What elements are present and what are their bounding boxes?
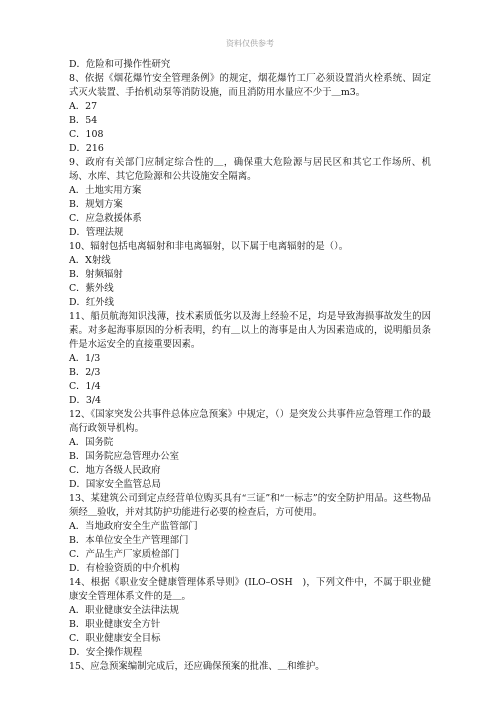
option-c: C．108: [69, 129, 104, 140]
option-b: B．2/3: [69, 367, 101, 378]
option-a: A．X射线: [69, 255, 111, 266]
option-a: A．27: [69, 101, 98, 112]
option-a: A．土地实用方案: [69, 185, 142, 196]
option-c: C．紫外线: [69, 283, 114, 294]
option-d: D．安全操作规程: [69, 647, 143, 658]
question-15: [69, 660, 431, 674]
question-stem: 11、船员航海知识浅薄，技术素质低劣以及海上经验不足，均是导致海损事故发生的因素。对多起海事原因的分析表明，约有＿以上的海事是由人为因素造成的，说明船员条件是水运安全的直接重要因素。: [69, 311, 431, 350]
option-c: C．1/4: [69, 381, 101, 392]
option-c: C．地方各级人民政府: [69, 465, 161, 476]
option-b: B．职业健康安全方针: [69, 619, 161, 630]
option-c: C．应急救援体系: [69, 213, 142, 224]
option-d: D．216: [69, 143, 104, 154]
question-list: [69, 58, 431, 674]
option-d: D．国家安全监管总局: [69, 479, 161, 490]
question-stem: 10、辐射包括电离辐射和非电离辐射，以下属于电离辐射的是（）。: [69, 241, 349, 252]
question-10: [69, 240, 431, 310]
question-stem: 8、依据《烟花爆竹安全管理条例》的规定，烟花爆竹工厂必须设置消火栓系统、固定式灭火装置、手抬机动泵等消防设施，而且消防用水量应不少于＿m3。: [69, 73, 431, 98]
question-14: [69, 576, 431, 660]
question-stem: 15、应急预案编制完成后，还应确保预案的批准、＿和维护。: [69, 661, 325, 672]
option-d: D．有检验资质的中介机构: [69, 563, 180, 574]
option-b: B．规划方案: [69, 199, 123, 210]
question-stem: 13、某建筑公司到定点经营单位购买具有“三证”和“一标志”的安全防护用品。这些物品须经＿验收，并对其防护功能进行必要的检查后，方可使用。: [69, 493, 431, 518]
option-b: B．射频辐射: [69, 269, 123, 280]
option-b: B．本单位安全生产管理部门: [69, 535, 189, 546]
option-c: C．职业健康安全目标: [69, 633, 161, 644]
option-d: D．3/4: [69, 395, 101, 406]
option-b: B．54: [69, 115, 98, 126]
question-11: [69, 310, 431, 408]
option-a: A．1/3: [69, 353, 101, 364]
option-a: A．当地政府安全生产监管部门: [69, 521, 198, 532]
option-a: A．国务院: [69, 437, 114, 448]
question-8: [69, 72, 431, 156]
option-a: A．职业健康安全法律法规: [69, 605, 179, 616]
page-header: 资料仅供参考: [226, 39, 274, 48]
option-d: D．管理法规: [69, 227, 124, 238]
question-12: [69, 408, 431, 492]
question-stem: 12、《国家突发公共事件总体应急预案》中规定，（）是突发公共事件应急管理工作的最高行政领导机构。: [69, 409, 431, 434]
option-b: B．国务院应急管理办公室: [69, 451, 180, 462]
question-stem: 9、政府有关部门应制定综合性的＿，确保重大危险源与居民区和其它工作场所、机场、水库、其它危险源和公共设施安全隔离。: [69, 157, 431, 182]
option-d: D．红外线: [69, 297, 115, 308]
question-stem: 14、根据《职业安全健康管理体系导则》(ILO–OSH )，下列文件中，不属于职业健康安全管理体系文件的是＿。: [69, 577, 431, 602]
question-9: [69, 156, 431, 240]
question-13: [69, 492, 431, 576]
lead-option: D．危险和可操作性研究: [69, 59, 171, 70]
option-c: C．产品生产厂家质检部门: [69, 549, 180, 560]
